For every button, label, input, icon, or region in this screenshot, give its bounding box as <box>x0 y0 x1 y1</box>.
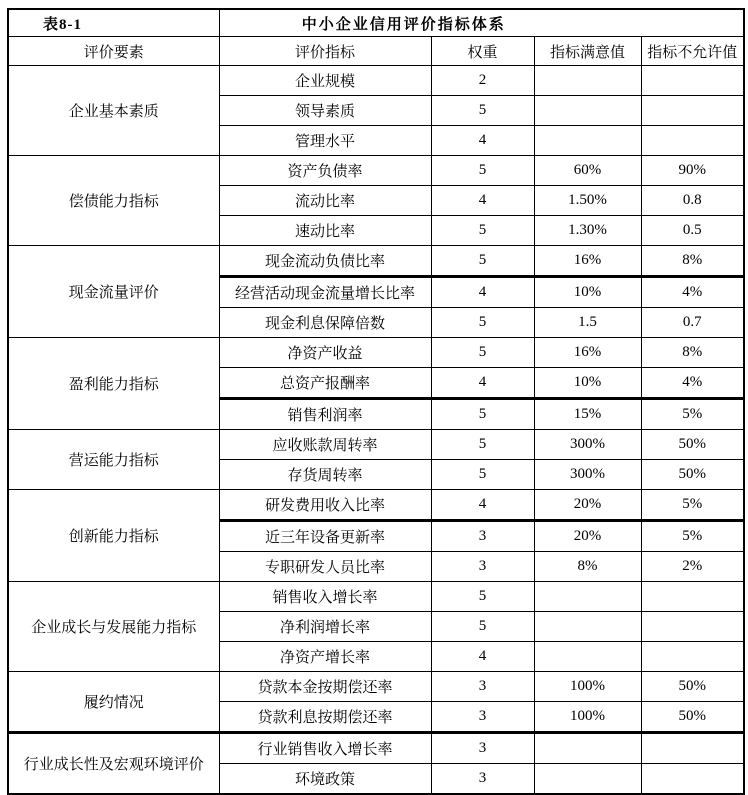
not-allowed-cell <box>641 764 744 795</box>
indicator-cell: 现金利息保障倍数 <box>219 308 431 338</box>
table-row <box>8 490 744 521</box>
satisfactory-cell <box>534 764 641 795</box>
not-allowed-cell: 50% <box>641 430 744 460</box>
weight-cell: 3 <box>431 764 534 795</box>
not-allowed-cell: 5% <box>641 399 744 430</box>
indicator-cell: 净资产收益 <box>219 338 431 368</box>
satisfactory-cell: 1.30% <box>534 216 641 246</box>
factor-cell: 创新能力指标 <box>8 490 219 582</box>
indicator-cell: 领导素质 <box>219 96 431 126</box>
not-allowed-cell <box>641 733 744 764</box>
factor-cell: 营运能力指标 <box>8 430 219 490</box>
not-allowed-cell <box>641 66 744 96</box>
satisfactory-cell: 20% <box>534 521 641 552</box>
factor-cell: 企业基本素质 <box>8 66 219 156</box>
satisfactory-cell <box>534 642 641 672</box>
weight-cell: 4 <box>431 490 534 521</box>
satisfactory-cell <box>534 582 641 612</box>
weight-cell: 4 <box>431 368 534 399</box>
indicator-cell: 总资产报酬率 <box>219 368 431 399</box>
indicator-cell: 企业规模 <box>219 66 431 96</box>
satisfactory-cell <box>534 96 641 126</box>
indicator-cell: 存货周转率 <box>219 460 431 490</box>
col-header-indicator: 评价指标 <box>219 37 431 66</box>
indicator-cell: 资产负债率 <box>219 156 431 186</box>
table-title: 中小企业信用评价指标体系 <box>219 9 744 37</box>
satisfactory-cell <box>534 733 641 764</box>
weight-cell: 5 <box>431 156 534 186</box>
weight-cell: 5 <box>431 308 534 338</box>
indicator-cell: 行业销售收入增长率 <box>219 733 431 764</box>
weight-cell: 5 <box>431 399 534 430</box>
not-allowed-cell: 50% <box>641 672 744 702</box>
satisfactory-cell: 10% <box>534 368 641 399</box>
not-allowed-cell: 0.5 <box>641 216 744 246</box>
weight-cell: 5 <box>431 216 534 246</box>
satisfactory-cell: 15% <box>534 399 641 430</box>
weight-cell: 3 <box>431 552 534 582</box>
satisfactory-cell: 100% <box>534 672 641 702</box>
factor-cell: 行业成长性及宏观环境评价 <box>8 733 219 795</box>
indicator-cell: 研发费用收入比率 <box>219 490 431 521</box>
not-allowed-cell: 0.7 <box>641 308 744 338</box>
factor-cell: 履约情况 <box>8 672 219 733</box>
weight-cell: 5 <box>431 460 534 490</box>
indicator-cell: 专职研发人员比率 <box>219 552 431 582</box>
not-allowed-cell <box>641 126 744 156</box>
indicator-cell: 经营活动现金流量增长比率 <box>219 277 431 308</box>
credit-evaluation-table <box>7 8 745 795</box>
table-row <box>8 338 744 368</box>
satisfactory-cell: 100% <box>534 702 641 733</box>
not-allowed-cell: 50% <box>641 702 744 733</box>
table-row <box>8 246 744 277</box>
weight-cell: 3 <box>431 521 534 552</box>
weight-cell: 4 <box>431 642 534 672</box>
indicator-cell: 销售收入增长率 <box>219 582 431 612</box>
indicator-cell: 现金流动负债比率 <box>219 246 431 277</box>
indicator-cell: 管理水平 <box>219 126 431 156</box>
not-allowed-cell <box>641 582 744 612</box>
satisfactory-cell: 8% <box>534 552 641 582</box>
not-allowed-cell <box>641 96 744 126</box>
indicator-cell: 净利润增长率 <box>219 612 431 642</box>
indicator-cell: 应收账款周转率 <box>219 430 431 460</box>
col-header-satisfactory: 指标满意值 <box>534 37 641 66</box>
table-row <box>8 672 744 702</box>
col-header-not-allowed: 指标不允许值 <box>641 37 744 66</box>
satisfactory-cell: 1.50% <box>534 186 641 216</box>
weight-cell: 3 <box>431 702 534 733</box>
not-allowed-cell: 8% <box>641 246 744 277</box>
weight-cell: 3 <box>431 672 534 702</box>
table-row <box>8 66 744 96</box>
table-tag: 表8-1 <box>8 9 219 37</box>
indicator-cell: 近三年设备更新率 <box>219 521 431 552</box>
indicator-cell: 净资产增长率 <box>219 642 431 672</box>
not-allowed-cell: 0.8 <box>641 186 744 216</box>
table-row <box>8 733 744 764</box>
not-allowed-cell: 8% <box>641 338 744 368</box>
weight-cell: 5 <box>431 96 534 126</box>
satisfactory-cell: 20% <box>534 490 641 521</box>
satisfactory-cell: 300% <box>534 460 641 490</box>
indicator-cell: 环境政策 <box>219 764 431 795</box>
column-header-row <box>8 37 744 66</box>
satisfactory-cell <box>534 612 641 642</box>
satisfactory-cell <box>534 126 641 156</box>
factor-cell: 偿债能力指标 <box>8 156 219 246</box>
weight-cell: 5 <box>431 582 534 612</box>
indicator-cell: 贷款本金按期偿还率 <box>219 672 431 702</box>
satisfactory-cell <box>534 66 641 96</box>
factor-cell: 企业成长与发展能力指标 <box>8 582 219 672</box>
satisfactory-cell: 16% <box>534 338 641 368</box>
weight-cell: 4 <box>431 277 534 308</box>
table-row <box>8 582 744 612</box>
indicator-cell: 流动比率 <box>219 186 431 216</box>
weight-cell: 5 <box>431 612 534 642</box>
satisfactory-cell: 300% <box>534 430 641 460</box>
weight-cell: 2 <box>431 66 534 96</box>
weight-cell: 5 <box>431 246 534 277</box>
not-allowed-cell: 50% <box>641 460 744 490</box>
weight-cell: 5 <box>431 430 534 460</box>
not-allowed-cell: 4% <box>641 368 744 399</box>
satisfactory-cell: 10% <box>534 277 641 308</box>
table-title-row <box>8 9 744 37</box>
indicator-cell: 销售利润率 <box>219 399 431 430</box>
factor-cell: 盈利能力指标 <box>8 338 219 430</box>
col-header-factor: 评价要素 <box>8 37 219 66</box>
table-row <box>8 156 744 186</box>
not-allowed-cell: 2% <box>641 552 744 582</box>
not-allowed-cell: 5% <box>641 521 744 552</box>
not-allowed-cell <box>641 642 744 672</box>
not-allowed-cell <box>641 612 744 642</box>
factor-cell: 现金流量评价 <box>8 246 219 338</box>
not-allowed-cell: 4% <box>641 277 744 308</box>
indicator-cell: 速动比率 <box>219 216 431 246</box>
weight-cell: 5 <box>431 338 534 368</box>
weight-cell: 4 <box>431 186 534 216</box>
indicator-cell: 贷款利息按期偿还率 <box>219 702 431 733</box>
weight-cell: 4 <box>431 126 534 156</box>
satisfactory-cell: 60% <box>534 156 641 186</box>
weight-cell: 3 <box>431 733 534 764</box>
col-header-weight: 权重 <box>431 37 534 66</box>
satisfactory-cell: 16% <box>534 246 641 277</box>
satisfactory-cell: 1.5 <box>534 308 641 338</box>
table-row <box>8 430 744 460</box>
not-allowed-cell: 5% <box>641 490 744 521</box>
not-allowed-cell: 90% <box>641 156 744 186</box>
